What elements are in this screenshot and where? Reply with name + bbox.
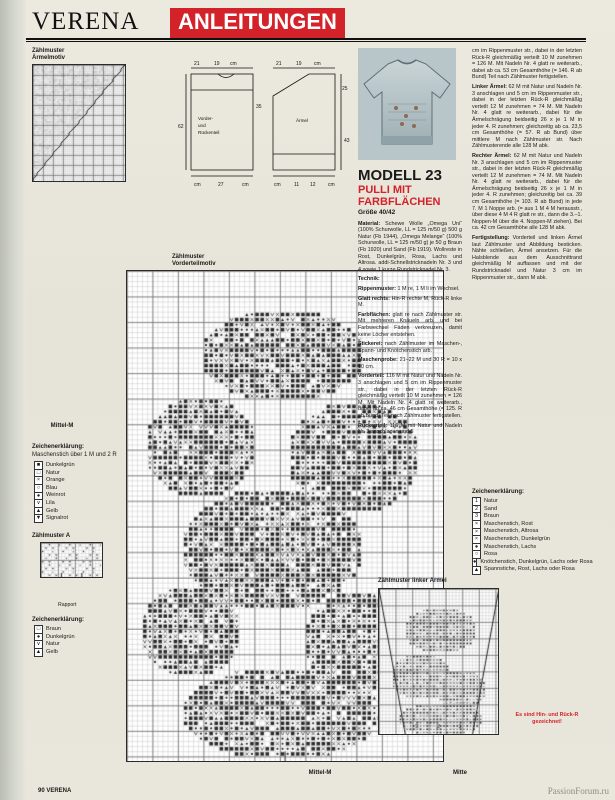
chart-note: Es sind Hin- und Rück-R gezeichnet! <box>515 712 579 725</box>
svg-text:und: und <box>198 123 206 128</box>
svg-text:19: 19 <box>214 61 220 67</box>
section-title: ANLEITUNGEN <box>170 8 345 38</box>
chart-a-rapport-label: Rapport <box>58 602 77 608</box>
legend-symbol: ∨ <box>34 640 43 649</box>
fertig-label: Fertigstellung: <box>472 235 510 242</box>
legend-label: Rosa <box>484 551 498 558</box>
legend-label: Braun <box>46 626 61 632</box>
legend-symbol: 3 <box>472 512 481 521</box>
brand-title: VERENA <box>32 8 140 35</box>
legend-right <box>472 498 593 574</box>
svg-text:35: 35 <box>256 104 262 110</box>
legend-symbol: × <box>472 535 481 544</box>
legend-a-title: Zeichenerklärung: <box>32 617 85 623</box>
legend-label: Weinrot <box>46 492 66 499</box>
legend-symbol: ■ <box>34 461 43 470</box>
legend-symbol: ▲ <box>35 507 42 514</box>
svg-text:cm: cm <box>242 182 249 188</box>
glatt-label: Glatt rechts: <box>358 295 390 302</box>
chart-linker-title: Zählmuster linker Ärmel <box>378 578 447 584</box>
legend-label: Orange <box>46 477 65 484</box>
model-number: MODELL 23 <box>358 167 442 184</box>
svg-text:25: 25 <box>342 86 348 92</box>
legend-symbol: ● <box>472 543 481 552</box>
legend-row <box>34 515 75 523</box>
legend-row <box>472 498 584 506</box>
legend-symbol: ▼ <box>35 515 42 522</box>
svg-text:cm: cm <box>274 182 281 188</box>
legend-symbol: × <box>472 528 481 537</box>
legend-label: Gelb <box>46 648 58 655</box>
legend-label: Natur <box>484 498 498 504</box>
legend-symbol: ○ <box>34 484 43 493</box>
schematic-drawing <box>178 50 350 222</box>
chart-linker-aermel <box>378 588 499 735</box>
legend-row <box>472 513 584 521</box>
legend-symbol: ● <box>34 492 43 501</box>
rueckenteil-text: 116 M mit Natur und Nadeln Nr. 3 anschlagen und 5 <box>358 422 462 436</box>
legend-symbol: ▲ <box>473 566 480 573</box>
maschenprobe-label: Maschenprobe: <box>358 357 398 364</box>
rippenmuster-text: 1 M re, 1 M li im Wechsel. <box>397 285 460 292</box>
legend-symbol: □ <box>34 625 43 634</box>
svg-text:12: 12 <box>310 182 316 188</box>
svg-text:Rückenteil: Rückenteil <box>198 130 220 135</box>
legend-label: Maschenstich, Rost <box>484 520 533 527</box>
garment-photo <box>358 48 456 160</box>
svg-text:43: 43 <box>344 138 350 144</box>
legend-label: Signalrot <box>46 515 69 522</box>
legend-row <box>472 528 584 536</box>
legend-symbol: ● <box>34 633 43 642</box>
svg-text:Vorder-: Vorder- <box>198 116 214 121</box>
legend-symbol: ∨ <box>34 499 43 508</box>
legend-row <box>472 551 584 559</box>
watermark: PassionForum.ru <box>547 786 609 796</box>
maschenprobe-text: 21–22 M und 30 R = 10 x 10 cm. <box>358 357 463 370</box>
chart-vorder-title-2: Vorderteilmotiv <box>172 261 216 267</box>
chart-aermelmotiv <box>32 64 126 182</box>
page-footer: 90 VERENA <box>38 788 72 794</box>
farbflaechen-label: Farbflächen: <box>358 311 391 318</box>
stickerei-text: nach Zählmuster im Maschen-, Spann- und Knötchenstich arb. <box>358 341 463 354</box>
legend-label: Maschenstich, Altrosa <box>484 528 539 535</box>
material-label: Material: <box>358 220 381 227</box>
chart-a-title: Zählmuster A <box>32 533 71 539</box>
legend-symbol: ▲ <box>35 649 42 656</box>
legend-right-title: Zeichenerklärung: <box>472 489 525 495</box>
legend-row <box>472 558 593 567</box>
chart-aermel-title-2: Ärmelmotiv <box>32 55 66 61</box>
header-rule <box>26 38 586 40</box>
svg-text:cm: cm <box>328 182 335 188</box>
right-column <box>472 48 582 284</box>
svg-text:27: 27 <box>218 182 224 188</box>
chart-linker-bottom-label: Mitte <box>453 770 467 776</box>
legend-row <box>472 566 584 574</box>
svg-text:cm: cm <box>194 182 201 188</box>
legend-label: Lila <box>46 499 55 506</box>
legend-symbol: 1 <box>472 497 481 506</box>
legend-symbol: □ <box>34 469 43 478</box>
legend-label: Braun <box>484 513 499 520</box>
model-column <box>358 168 462 439</box>
rippenmuster-label: Rippenmuster: <box>358 285 397 292</box>
glatt-text: Hin-R rechte M, Rück-R linke M. <box>358 295 462 309</box>
legend-label: Gelb <box>46 507 58 514</box>
page-spine-shadow <box>0 0 26 800</box>
rechter-text: 62 M mit Natur und Nadeln Nr. 3 anschlagen und 5 cm im Rippenmuster str., dabei in der letzten Rück-R gleichmäßig verteilt 12 M zunehmen = 74 M. Mit Nadeln Nr. 4 glatt re weiterarb., dabei für die Ärmelschrägung beidseitig 26 x je 1 M in jeder 4. R zunehmen; gleichzeitig bei ca. 39 cm Gesamthöhe (= 103. R ab Bund) in jede 7. M 1 Noppe arb. (= aus 1 M 4 M herausstr., über diese 4 M 4 R glatt re str., dann die 3.–1. Noppen-M über die 4. Noppen-M ziehen). Bei ca. 42 cm Gesamthöhe alle 128 M abk. <box>472 152 582 232</box>
legend-row <box>472 521 584 529</box>
chart-aermel-bottom-label: Mittel-M <box>50 423 74 429</box>
farbflaechen-text: glatt re nach Zählmuster str. Mit mehreren Knäueln arb. und bei Farbwechsel Fäden verkreuzen, damit keine Löcher entstehen. <box>358 311 463 338</box>
rechter-label: Rechter Ärmel: <box>472 152 512 159</box>
svg-text:11: 11 <box>294 182 300 188</box>
technik-label: Technik: <box>358 276 380 283</box>
svg-text:19: 19 <box>296 61 302 67</box>
chart-vorder-title-1: Zählmuster <box>172 254 205 260</box>
svg-text:cm: cm <box>314 61 321 67</box>
svg-text:62: 62 <box>178 124 184 130</box>
schematic-svg <box>178 50 350 222</box>
linker-label: Linker Ärmel: <box>472 83 507 90</box>
legend-label: Natur <box>46 641 60 648</box>
legend-row <box>34 649 75 657</box>
legend-label: Spannstiche, Rost, Lachs oder Rosa <box>484 566 575 573</box>
legend-symbol: × <box>472 520 481 529</box>
legend-symbol: × <box>34 476 43 485</box>
legend-label: Dunkelgrün <box>46 633 75 640</box>
chart-aermel-title-1: Zählmuster <box>32 48 65 54</box>
legend-label: Dunkelgrün <box>46 462 75 468</box>
fertig-text: Vorderteil und linken Ärmel laut Zählmuster und Abbildung besticken. Nähte schließen, Ärmel ansetzen. Für die Halsblende aus dem Ausschnittrand gleichmäßig M auffassen und mit der Rundstricknadel und Natur 3 cm im Rippenmuster str., dann M abk. <box>472 235 583 281</box>
svg-text:21: 21 <box>194 61 200 67</box>
vorderteil-text: 116 M mit Natur und Nadeln Nr. 3 anschlagen und 5 cm im Rippenmuster str., dabei in der letzten Rück-R gleichmäßig verteilt 10 M zunehmen = 126 M. Mit Nadeln Nr. 4 glatt re weiterarb., dabei ab ca. 46 cm Gesamthöhe (= 125. R ab Bund) Teil nach Zählmuster fertigstellen. <box>358 373 462 420</box>
legend-symbol: ● <box>473 559 477 566</box>
svg-text:cm: cm <box>230 61 237 67</box>
rueckenteil-label: Rückenteil: <box>358 422 388 429</box>
material-text: Schewe Wolle „Omega Uni“ (100% Schurwolle, LL = 125 m/50 g) 500 g Natur (Fb 1944), „Omega Melange“ (100% Schurwolle, LL = 125 m/50 g) je 50 g Braun (Fb 1920) und Sand (Fb 1919). Wollreste in Rost, Dunkelgrün, Rosa, Lachs und Altrosa. addi-Schnellstricknadeln Nr. 3 und 4 sowie 1 kurze Rundstricknadel Nr. 3. <box>358 220 462 273</box>
stickerei-label: Stickerei: <box>358 341 383 348</box>
legend-symbol: ○ <box>472 550 481 559</box>
svg-text:21: 21 <box>276 61 282 67</box>
model-name-line1: PULLI MIT <box>358 184 412 196</box>
right-p1: cm im Rippenmuster str., dabei in der letzten Rück-R gleichmäßig verteilt 10 M zunehmen = 126 M. Mit Nadeln Nr. 4 glatt re weiterarb., dabei ab ca. 53 cm Gesamthöhe (= 146. R ab Bund) Teil nach Zählmuster fertigstellen. <box>472 48 582 81</box>
legend-label: Sand <box>484 505 498 512</box>
legend-row <box>472 544 584 552</box>
legend-main <box>34 462 75 523</box>
model-name-line2: FARBFLÄCHEN <box>358 196 441 208</box>
model-size: Größe 40/42 <box>358 209 396 216</box>
legend-row <box>472 506 584 514</box>
legend-label: Maschenstich, Lachs <box>484 543 537 550</box>
vorderteil-label: Vorderteil: <box>358 373 385 380</box>
linker-text: 62 M mit Natur und Nadeln Nr. 3 anschlagen und 5 cm im Rippenmuster str., dabei in der letzten Rück-R gleichmäßig verteilt 12 M zunehmen = 74 M. Mit Nadeln Nr. 4 glatt re weiterarb., dabei für die Ärmelschrägung beidseitig 26 x je 1 M in jeder 4. R zunehmen; gleichzeitig ab ca. 23,5 cm Gesamthöhe (= 57. R ab Bund) über mittlere M nach Zählmuster str. Nach Zählmusterende alle 128 M abk. <box>472 83 583 150</box>
legend-symbol: 2 <box>472 505 481 514</box>
legend-main-title: Zeichenerklärung: <box>32 444 85 450</box>
chart-vorder-bottom-label: Mittel-M <box>308 770 332 776</box>
legend-label: Blau <box>46 484 58 491</box>
chart-muster-a <box>40 542 103 578</box>
header-rule-thin <box>26 41 586 42</box>
legend-label: Maschenstich, Dunkelgrün <box>484 535 550 542</box>
legend-a <box>34 626 75 656</box>
legend-label: Knötchenstich, Dunkelgrün, Lachs oder Rosa <box>480 558 593 565</box>
legend-row <box>472 536 584 544</box>
legend-main-subtitle: Maschenstich über 1 M und 2 R <box>32 452 117 458</box>
legend-label: Natur <box>46 469 60 476</box>
svg-text:Ärmel: Ärmel <box>296 118 308 123</box>
